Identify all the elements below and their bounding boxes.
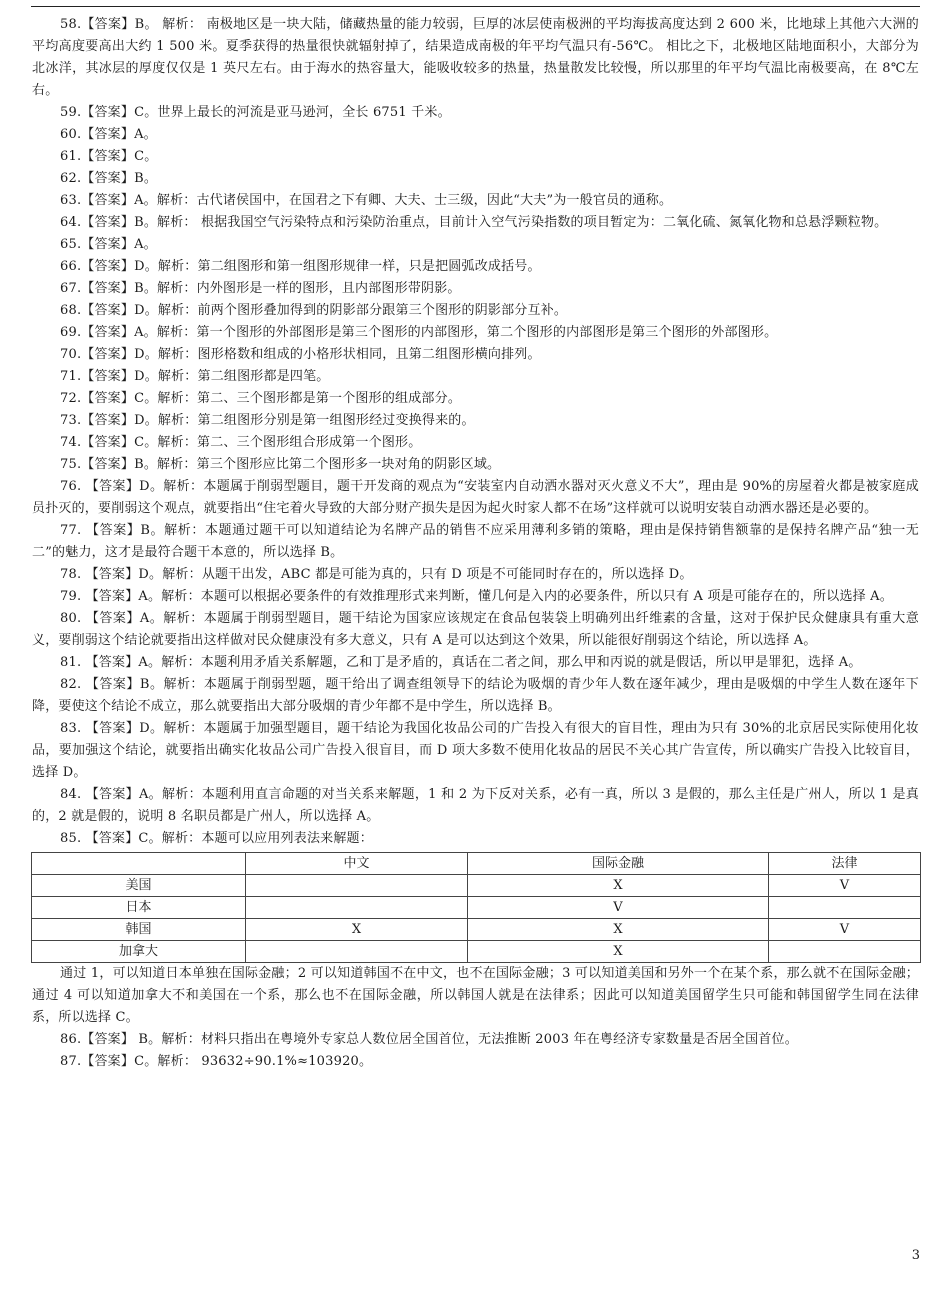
answer-paragraph: 67.【答案】B。解析：内外图形是一样的图形，且内部图形带阴影。 [60, 281, 461, 296]
answer-paragraph: 78. 【答案】D。解析：从题干出发，ABC 都是可能为真的，只有 D 项是不可能同时存在的，所以选择 D。 [60, 567, 693, 582]
answer-paragraph: 85. 【答案】C。解析：本题可以应用列表法来解题： [60, 831, 373, 846]
answer-paragraph: 83. 【答案】D。解析：本题属于加强型题目，题干结论为我国化妆品公司的广告投入有很大的盲目性，理由为只有 30%的北京居民实际使用化妆品，要加强这个结论，就要指出确实化妆品公司广告投入很盲目，而 D 项大多数不使用化妆品的居民不关心其广告宣传，所以确实广告投入比较盲目，选择 D。 [32, 721, 919, 780]
answer-paragraph: 77. 【答案】B。解析：本题通过题干可以知道结论为名牌产品的销售不应采用薄利多销的策略，理由是保持销售额靠的是保持名牌产品“独一无二”的魅力，这才是最符合题干本意的，所以选择 B。 [32, 523, 919, 560]
table-header-cell: 法律 [769, 853, 921, 875]
answer-paragraph: 76. 【答案】D。解析：本题属于削弱型题目，题干开发商的观点为“安装室内自动洒水器对灭火意义不大”，理由是 90%的房屋着火都是被家庭成员扑灭的，要削弱这个观点，就要指出“住宅着火导致的大部分财产损失是因为起火时家人都不在场”这样就可以说明安装自动洒水器还是必要的。 [32, 479, 919, 516]
answer-paragraph: 58.【答案】B。 解析： 南极地区是一块大陆，储藏热量的能力较弱，巨厚的冰层使南极洲的平均海拔高度达到 2 600 米，比地球上其他六大洲的平均高度要高出大约 1 500 米。夏季获得的热量很快就辐射掉了，结果造成南极的年平均气温只有-56℃。 相比之下，北极地区陆地面积小，大部分为北冰洋，其冰层的厚度仅仅是 1 英尺左右。由于海水的热容量大，能吸收较多的热量，热量散发比较慢，所以那里的年平均气温比南极要高，在 8℃左右。 [32, 17, 919, 98]
answer-paragraph: 84. 【答案】A。解析：本题利用直言命题的对当关系来解题，1 和 2 为下反对关系，必有一真，所以 3 是假的，那么主任是广州人，所以 1 是真的，2 就是假的，说明 8 名职员都是广州人，所以选择 A。 [32, 787, 919, 824]
answer-paragraph: 70.【答案】D。解析：图形格数和组成的小格形状相同，且第二组图形横向排列。 [60, 347, 541, 362]
page-number: 3 [911, 1248, 920, 1263]
answer-paragraph: 68.【答案】D。解析：前两个图形叠加得到的阴影部分跟第三个图形的阴影部分互补。 [60, 303, 568, 318]
answer-paragraph: 82. 【答案】B。解析：本题属于削弱型题，题干给出了调查组领导下的结论为吸烟的青少年人数在逐年减少，理由是吸烟的中学生人数在逐年下降，要使这个结论不成立，那么就要指出大部分吸烟的青少年都不是中学生，所以选择 B。 [32, 677, 919, 714]
table-cell: X [468, 919, 769, 941]
answer-paragraph: 79. 【答案】A。解析：本题可以根据必要条件的有效推理形式来判断，懂几何是入内的必要条件，所以只有 A 项是可能存在的，所以选择 A。 [60, 589, 893, 604]
table-cell [769, 897, 921, 919]
answer-paragraph: 63.【答案】A。解析：古代诸侯国中，在国君之下有卿、大夫、士三级，因此“大夫”为一般官员的通称。 [60, 193, 673, 208]
answers-section-85-87 [32, 963, 919, 1073]
answer-paragraph: 80. 【答案】A。解析：本题属于削弱型题目，题干结论为国家应该规定在食品包装袋上明确列出纤维素的含量，这对于保护民众健康具有重大意义，要削弱这个结论就要指出这样做对民众健康没有多大意义，只有 A 是可以达到这个效果，所以能很好削弱这个结论，所以选择 A。 [32, 611, 919, 648]
answer-paragraph: 74.【答案】C。解析：第二、三个图形组合形成第一个图形。 [60, 435, 422, 450]
answer-paragraph: 66.【答案】D。解析：第二组图形和第一组图形规律一样，只是把圆弧改成括号。 [60, 259, 541, 274]
answer-paragraph: 71.【答案】D。解析：第二组图形都是四笔。 [60, 369, 330, 384]
table-cell: X [468, 941, 769, 963]
table-cell: X [468, 875, 769, 897]
table-header-cell [32, 853, 246, 875]
answer-paragraph: 60.【答案】A。 [60, 127, 157, 142]
table-cell: V [468, 897, 769, 919]
answer-85-table [31, 852, 921, 963]
answer-paragraph: 通过 1，可以知道日本单独在国际金融；2 可以知道韩国不在中文，也不在国际金融；3 可以知道美国和另外一个在某个系，那么就不在国际金融；通过 4 可以知道加拿大不和美国在一个系，那么也不在国际金融，所以韩国人就是在法律系；因此可以知道美国留学生只可能和韩国留学生同在法律系，所以选择 C。 [32, 966, 919, 1025]
table-cell [246, 875, 468, 897]
table-cell [246, 897, 468, 919]
table-header-cell: 中文 [246, 853, 468, 875]
header-rule [31, 6, 920, 7]
answer-paragraph: 81. 【答案】A。解析：本题利用矛盾关系解题，乙和丁是矛盾的，真话在二者之间，那么甲和丙说的就是假话，所以甲是罪犯，选择 A。 [60, 655, 862, 670]
table-cell: V [769, 919, 921, 941]
answer-paragraph: 86.【答案】 B。解析：材料只指出在粤境外专家总人数位居全国首位，无法推断 2003 年在粤经济专家数量是否居全国首位。 [60, 1032, 798, 1047]
answer-paragraph: 61.【答案】C。 [60, 149, 158, 164]
answer-paragraph: 59.【答案】C。世界上最长的河流是亚马逊河，全长 6751 千米。 [60, 105, 451, 120]
answer-paragraph: 73.【答案】D。解析：第二组图形分别是第一组图形经过变换得来的。 [60, 413, 475, 428]
table-header-cell: 国际金融 [468, 853, 769, 875]
table-cell: V [769, 875, 921, 897]
table-row [32, 941, 921, 963]
table-row [32, 919, 921, 941]
answer-paragraph: 62.【答案】B。 [60, 171, 158, 186]
table-cell: X [246, 919, 468, 941]
table-cell: 加拿大 [32, 941, 246, 963]
answer-paragraph: 87.【答案】C。解析： 93632÷90.1%≈103920。 [60, 1054, 373, 1069]
table-cell: 美国 [32, 875, 246, 897]
answer-paragraph: 65.【答案】A。 [60, 237, 157, 252]
table-row [32, 897, 921, 919]
answers-section-58-85 [32, 14, 919, 850]
table-header-row [32, 853, 921, 875]
answer-paragraph: 72.【答案】C。解析：第二、三个图形都是第一个图形的组成部分。 [60, 391, 462, 406]
table-cell: 日本 [32, 897, 246, 919]
answer-paragraph: 64.【答案】B。解析： 根据我国空气污染特点和污染防治重点，目前计入空气污染指数的项目暂定为：二氧化硫、氮氧化物和总悬浮颗粒物。 [60, 215, 888, 230]
answer-content [32, 14, 919, 1073]
table-row [32, 875, 921, 897]
answer-paragraph: 69.【答案】A。解析：第一个图形的外部图形是第三个图形的内部图形，第二个图形的内部图形是第三个图形的外部图形。 [60, 325, 778, 340]
table-cell [769, 941, 921, 963]
answer-paragraph: 75.【答案】B。解析：第三个图形应比第二个图形多一块对角的阴影区域。 [60, 457, 501, 472]
table-cell [246, 941, 468, 963]
table-cell: 韩国 [32, 919, 246, 941]
